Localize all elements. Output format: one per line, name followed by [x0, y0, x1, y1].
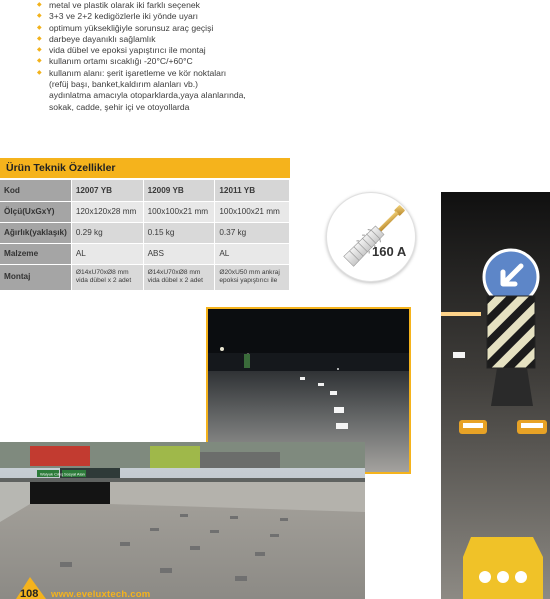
table-row — [0, 243, 290, 264]
table-header-row — [0, 180, 290, 201]
anchor-bolt-icon — [327, 193, 416, 282]
row-label: Ölçü(UxGxY) — [0, 201, 71, 222]
table-cell: ABS — [143, 243, 215, 264]
feature-item-continuation: sokak, cadde, şehir içi ve otoyollarda — [49, 101, 190, 112]
table-cell: 0.15 kg — [143, 222, 215, 243]
bollard-night-photo — [441, 192, 550, 599]
feature-item: ◆ vida dübel ve epoksi yapıştırıcı ile montaj — [37, 45, 327, 56]
spec-title: Ürün Teknik Özellikler — [0, 158, 290, 178]
table-cell: 100x100x21 mm — [215, 201, 290, 222]
feature-item-continuation: (refüj başı, banket,kaldırım alanları vb.) — [49, 79, 199, 90]
header-cell: 12007 YB — [71, 180, 143, 201]
table-cell: 120x120x28 mm — [71, 201, 143, 222]
feature-list — [37, 0, 327, 113]
header-cell: 12011 YB — [215, 180, 290, 201]
spec-table — [0, 180, 290, 291]
feature-item: ◆ metal ve plastik olarak iki farklı seçenek — [37, 0, 327, 11]
feature-item: ◆ optimum yüksekliğiyle sorunsuz araç geçişi — [37, 23, 327, 34]
table-row — [0, 201, 290, 222]
row-label: Montaj — [0, 264, 71, 290]
table-cell: Ø20xU50 mm ankraj epoksi yapıştırıcı ile — [215, 264, 290, 290]
table-cell: 0.29 kg — [71, 222, 143, 243]
tunnel-sign-left: Waiyuk Cıkış — [40, 471, 64, 477]
row-label: Ağırlık(yaklaşık) — [0, 222, 71, 243]
feature-item: ◆ 3+3 ve 2+2 kedigözlerle iki yönde uyarı — [37, 11, 327, 22]
bollard-road-stud-image — [441, 192, 550, 599]
anchor-size-label: 160 A — [372, 244, 407, 259]
table-row — [0, 222, 290, 243]
table-cell: Ø14xU70xØ8 mm vida dübel x 2 adet — [71, 264, 143, 290]
feature-item: ◆ kullanım ortamı sıcaklığı -20°C/+60°C — [37, 56, 327, 67]
table-cell: 100x100x21 mm — [143, 201, 215, 222]
feature-item-continuation: aydınlatma amacıyla otoparklarda,yaya alanlarında, — [49, 90, 246, 101]
feature-item: ◆ kullanım alanı: şerit işaretleme ve kör noktaları — [37, 68, 327, 79]
table-cell: AL — [71, 243, 143, 264]
parking-ramp-image — [0, 442, 365, 599]
anchor-bolt-image — [326, 192, 416, 282]
table-row — [0, 264, 290, 290]
website-link[interactable]: www.eveluxtech.com — [51, 589, 151, 599]
tunnel-sign-right: Sosyal Alan — [64, 471, 85, 477]
feature-item: ◆ darbeye dayanıklı sağlamlık — [37, 34, 327, 45]
table-cell: Ø14xU70xØ8 mm vida dübel x 2 adet — [143, 264, 215, 290]
table-cell: 0.37 kg — [215, 222, 290, 243]
page-number: 108 — [20, 588, 39, 599]
parking-entrance-photo — [0, 442, 365, 599]
header-cell: Kod — [0, 180, 71, 201]
header-cell: 12009 YB — [143, 180, 215, 201]
row-label: Malzeme — [0, 243, 71, 264]
table-cell: AL — [215, 243, 290, 264]
